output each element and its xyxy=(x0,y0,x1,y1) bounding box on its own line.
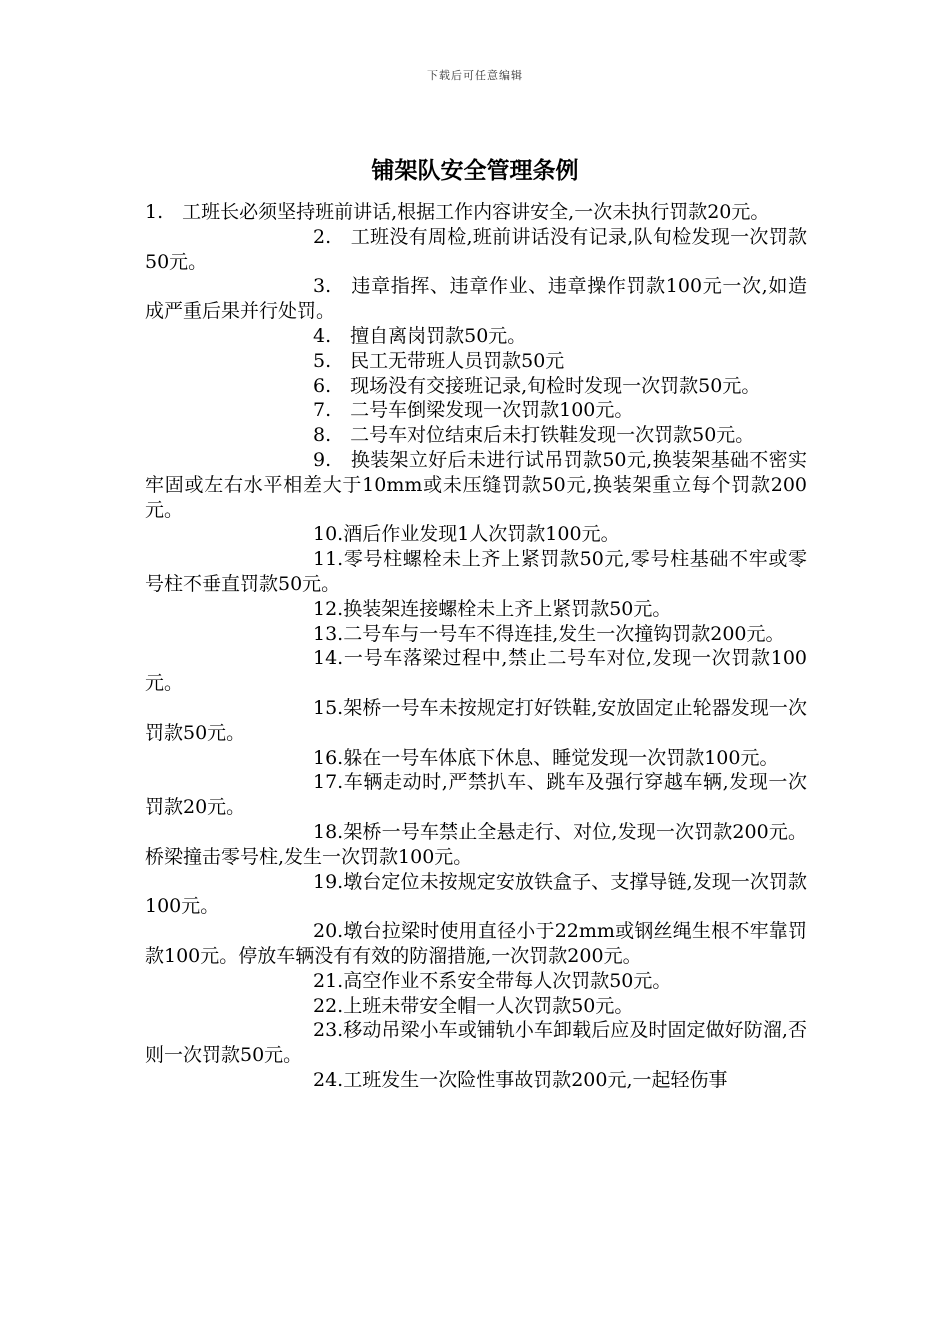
regulation-list xyxy=(145,200,807,1093)
regulation-item: 21.高空作业不系安全带每人次罚款50元。 xyxy=(313,969,672,992)
page-header-note: 下载后可任意编辑 xyxy=(427,69,523,82)
regulation-item: 16.躲在一号车体底下休息、睡觉发现一次罚款100元。 xyxy=(313,746,779,769)
regulation-item: 8. 二号车对位结束后未打铁鞋发现一次罚款50元。 xyxy=(313,424,755,447)
regulation-item: 5. 民工无带班人员罚款50元 xyxy=(313,349,565,372)
regulation-item: 9. 换装架立好后未进行试吊罚款50元,换装架基础不密实牢固或左右水平相差大于10mm或未压缝罚款50元,换装架重立每个罚款200元。 xyxy=(145,448,807,521)
regulation-item: 13.二号车与一号车不得连挂,发生一次撞钩罚款200元。 xyxy=(313,622,785,645)
regulation-item: 22.上班未带安全帽一人次罚款50元。 xyxy=(313,994,634,1017)
regulation-item: 15.架桥一号车未按规定打好铁鞋,安放固定止轮器发现一次罚款50元。 xyxy=(145,696,807,744)
regulation-item: 3. 违章指挥、违章作业、违章操作罚款100元一次,如造成严重后果并行处罚。 xyxy=(145,275,807,323)
regulation-item: 14.一号车落梁过程中,禁止二号车对位,发现一次罚款100元。 xyxy=(145,647,807,695)
regulation-item: 11.零号柱螺栓未上齐上紧罚款50元,零号柱基础不牢或零号柱不垂直罚款50元。 xyxy=(145,548,807,595)
regulation-item: 2. 工班没有周检,班前讲话没有记录,队旬检发现一次罚款50元。 xyxy=(145,225,807,273)
regulation-item: 6. 现场没有交接班记录,旬检时发现一次罚款50元。 xyxy=(313,374,761,397)
regulation-item: 10.酒后作业发现1人次罚款100元。 xyxy=(313,523,620,546)
regulation-item: 4. 擅自离岗罚款50元。 xyxy=(313,324,527,347)
regulation-item: 12.换装架连接螺栓未上齐上紧罚款50元。 xyxy=(313,597,672,620)
regulation-item: 23.移动吊梁小车或铺轨小车卸载后应及时固定做好防溜,否则一次罚款50元。 xyxy=(145,1019,807,1067)
regulation-item: 20.墩台拉梁时使用直径小于22mm或钢丝绳生根不牢靠罚款100元。停放车辆没有有效的防溜措施,一次罚款200元。 xyxy=(145,920,807,967)
regulation-item: 17.车辆走动时,严禁扒车、跳车及强行穿越车辆,发现一次罚款20元。 xyxy=(145,771,807,819)
regulation-item: 19.墩台定位未按规定安放铁盒子、支撑导链,发现一次罚款100元。 xyxy=(145,870,807,918)
document-title: 铺架队安全管理条例 xyxy=(371,157,579,184)
regulation-item: 1. 工班长必须坚持班前讲话,根据工作内容讲安全,一次未执行罚款20元。 xyxy=(145,201,770,223)
regulation-item: 18.架桥一号车禁止全悬走行、对位,发现一次罚款200元。桥梁撞击零号柱,发生一次罚款100元。 xyxy=(145,820,807,868)
regulation-item: 7. 二号车倒梁发现一次罚款100元。 xyxy=(313,399,634,422)
regulation-item: 24.工班发生一次险性事故罚款200元,一起轻伤事 xyxy=(313,1068,728,1091)
